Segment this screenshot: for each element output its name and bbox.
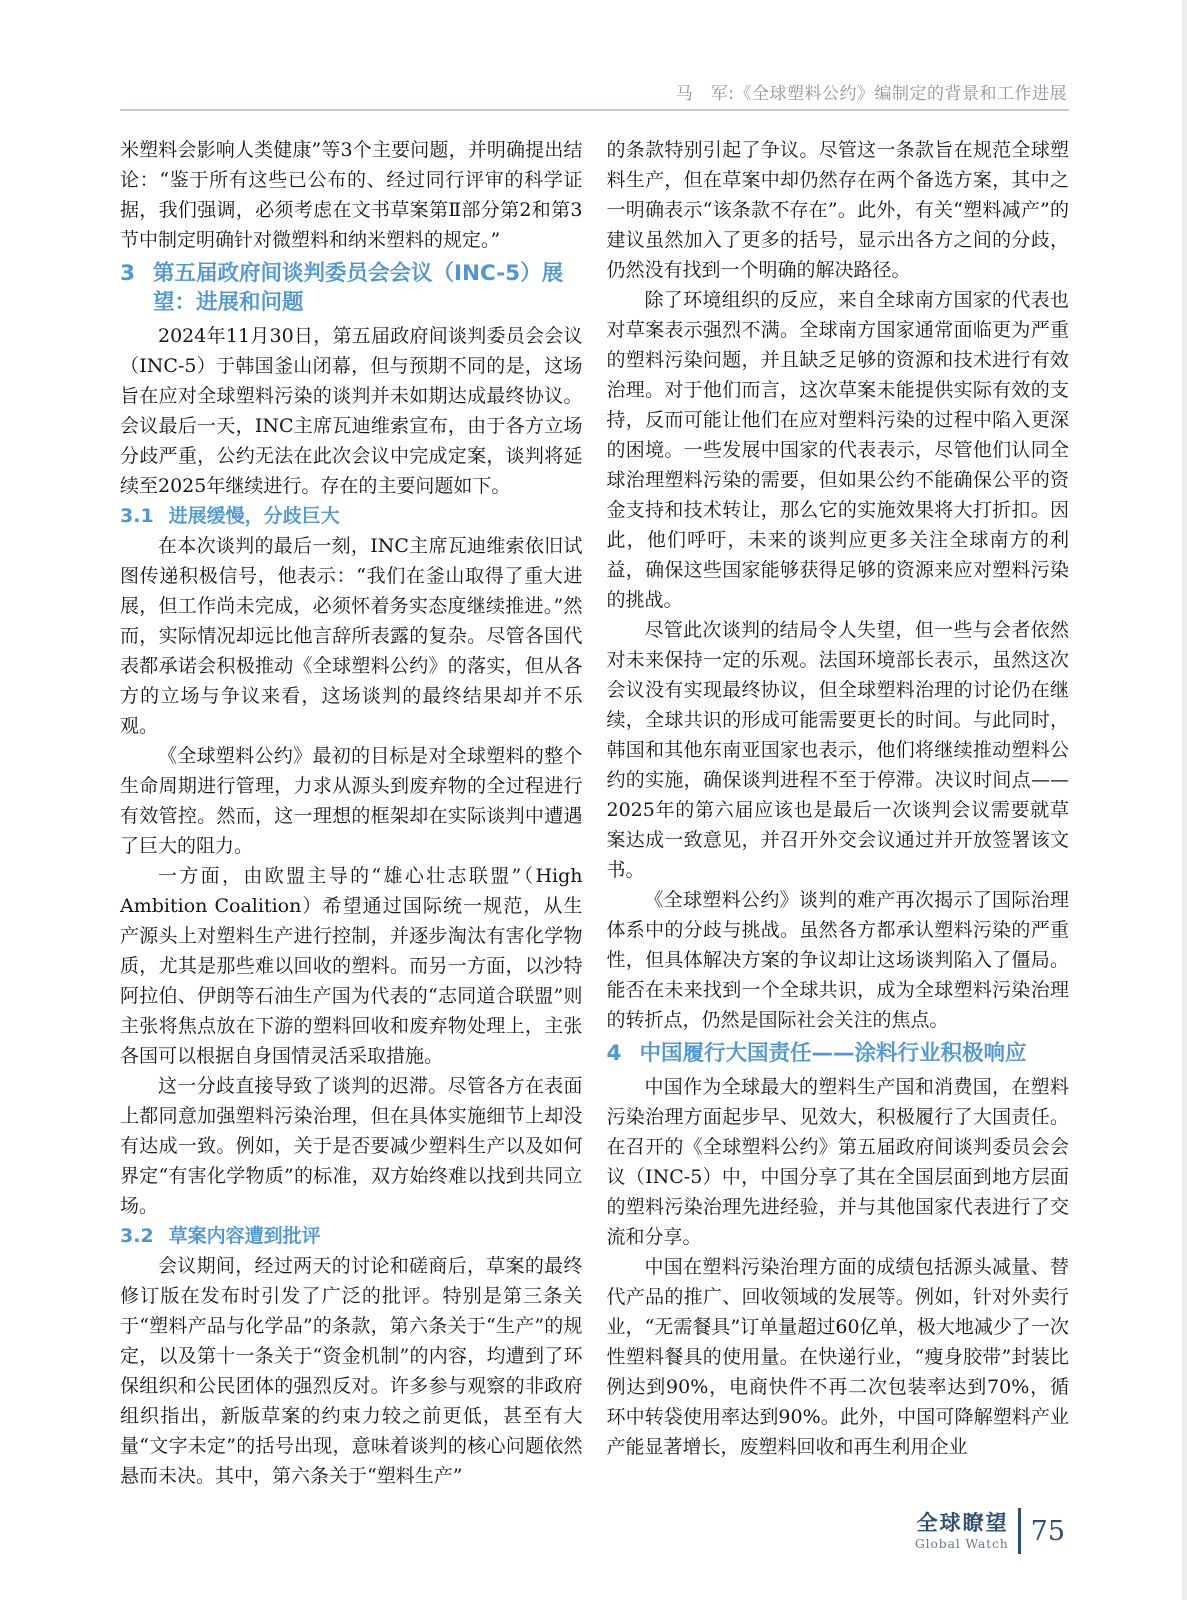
- section-number: 4: [606, 1041, 622, 1066]
- paragraph-right-2: 除了环境组织的反应，来自全球南方国家的代表也对草案表示强烈不满。全球南方国家通常面临更为严重的塑料污染问题，并且缺乏足够的资源和技术进行有效治理。对于他们而言，这次草案未能提供实际有效的支持，反而可能让他们在应对塑料污染的过程中陷入更深的困境。一些发展中国家的代表表示，尽管他们认同全球治理塑料污染的需要，但如果公约不能确保公平的资金支持和技术转让，那么它的实施效果将大打折扣。因此，他们呼吁，未来的谈判应更多关注全球南方的利益，确保这些国家能够获得足够的资源来应对塑料污染的挑战。: [606, 289, 1069, 611]
- right-column: [607, 135, 1070, 1491]
- journal-name-en: Global Watch: [914, 1536, 1009, 1551]
- paragraph-right-6: 中国在塑料污染治理方面的成绩包括源头减量、替代产品的推广、回收领域的发展等。例如，针对外卖行业，“无需餐具”订单量超过60亿单，极大地减少了一次性塑料餐具的使用量。在快递行业，“瘦身胶带”封装比例达到90%，电商快件不再二次包装率达到70%，循环中转袋使用率达到90%。此外，中国可降解塑料产业产能显著增长，废塑料回收和再生利用企业: [606, 1256, 1069, 1458]
- subsection-title: 草案内容遭到批评: [168, 1225, 321, 1247]
- paragraph-left-3: 在本次谈判的最后一刻，INC主席瓦迪维索依旧试图传递积极信号，他表示：“我们在釜山取得了重大进展，但工作尚未完成，必须怀着务实态度继续推进。”然而，实际情况却远比他言辞所表露的复杂。尽管各国代表都承诺会积极推动《全球塑料公约》的落实，但从各方的立场与争议来看，这场谈判的最终结果却并不乐观。: [120, 535, 583, 737]
- journal-name-cn: 全球瞭望: [916, 1511, 1009, 1535]
- subsection-title: 进展缓慢，分歧巨大: [168, 505, 340, 527]
- subsection-number: 3.1: [120, 505, 154, 527]
- section-title: 第五届政府间谈判委员会会议（INC-5）展望：进展和问题: [152, 261, 564, 315]
- paragraph-left-1: 米塑料会影响人类健康”等3个主要问题，并明确提出结论：“鉴于所有这些已公布的、经过同行评审的科学证据，我们强调，必须考虑在文书草案第Ⅱ部分第2和第3节中制定明确针对微塑料和纳米塑料的规定。”: [120, 139, 583, 251]
- page-scan-edge: [1182, 0, 1187, 1600]
- paragraph-left-4: 《全球塑料公约》最初的目标是对全球塑料的整个生命周期进行管理，力求从源头到废弃物的全过程进行有效管控。然而，这一理想的框架却在实际谈判中遭遇了巨大的阻力。: [120, 745, 583, 857]
- article-body: [120, 135, 1069, 1491]
- section-heading-4: [607, 1039, 1070, 1068]
- section-number: 3: [120, 261, 135, 286]
- paragraph-right-1: 的条款特别引起了争议。尽管这一条款旨在规范全球塑料生产，但在草案中却仍然存在两个备选方案，其中之一明确表示“该条款不存在”。此外，有关“塑料减产”的建议虽然加入了更多的括号，显示出各方之间的分歧，仍然没有找到一个明确的解决路径。: [606, 139, 1069, 281]
- paragraph-left-2: 2024年11月30日，第五届政府间谈判委员会会议（INC-5）于韩国釜山闭幕，但与预期不同的是，这场旨在应对全球塑料污染的谈判并未如期达成最终协议。会议最后一天，INC主席瓦迪维索宣布，由于各方立场分歧严重，公约无法在此次会议中完成定案，谈判将延续至2025年继续进行。存在的主要问题如下。: [120, 325, 583, 497]
- paragraph-left-5: 一方面，由欧盟主导的“雄心壮志联盟”（High Ambition Coalition）希望通过国际统一规范，从生产源头上对塑料生产进行控制，并逐步淘汰有害化学物质，尤其是那些难以回收的塑料。而另一方面，以沙特阿拉伯、伊朗等石油生产国为代表的“志同道合联盟”则主张将焦点放在下游的塑料回收和废弃物处理上，主张各国可以根据自身国情灵活采取措施。: [120, 865, 583, 1067]
- paragraph-right-5: 中国作为全球最大的塑料生产国和消费国，在塑料污染治理方面起步早、见效大，积极履行了大国责任。在召开的《全球塑料公约》第五届政府间谈判委员会会议（INC-5）中，中国分享了其在全国层面到地方层面的塑料污染治理先进经验，并与其他国家代表进行了交流和分享。: [606, 1076, 1069, 1248]
- subsection-heading-3-1: [120, 502, 583, 530]
- running-header: 马 军:《全球塑料公约》编制定的背景和工作进展: [675, 84, 1067, 104]
- page-footer: [915, 1508, 1065, 1554]
- paragraph-right-4: 《全球塑料公约》谈判的难产再次揭示了国际治理体系中的分歧与挑战。虽然各方都承认塑料污染的严重性，但具体解决方案的争议却让这场谈判陷入了僵局。能否在未来找到一个全球共识，成为全球塑料污染治理的转折点，仍然是国际社会关注的焦点。: [606, 889, 1069, 1031]
- subsection-number: 3.2: [120, 1225, 154, 1247]
- paragraph-left-6: 这一分歧直接导致了谈判的迟滞。尽管各方在表面上都同意加强塑料污染治理，但在具体实施细节上却没有达成一致。例如，关于是否要减少塑料生产以及如何界定“有害化学物质”的标准，双方始终难以找到共同立场。: [120, 1075, 583, 1217]
- header-rule: [120, 109, 1069, 111]
- footer-divider: [1018, 1508, 1021, 1554]
- section-title: 中国履行大国责任——涂料行业积极响应: [639, 1041, 1027, 1066]
- journal-name-block: [915, 1511, 1009, 1551]
- paragraph-left-7: 会议期间，经过两天的讨论和磋商后，草案的最终修订版在发布时引发了广泛的批评。特别是第三条关于“塑料产品与化学品”的条款，第六条关于“生产”的规定，以及第十一条关于“资金机制”的内容，均遭到了环保组织和公民团体的强烈反对。许多参与观察的非政府组织指出，新版草案的约束力较之前更低，甚至有大量“文字未定”的括号出现，意味着谈判的核心问题依然悬而未决。其中，第六条关于“塑料生产”: [120, 1255, 583, 1487]
- paragraph-right-3: 尽管此次谈判的结局令人失望，但一些与会者依然对未来保持一定的乐观。法国环境部长表示，虽然这次会议没有实现最终协议，但全球塑料治理的讨论仍在继续，全球共识的形成可能需要更长的时间。与此同时，韩国和其他东南亚国家也表示，他们将继续推动塑料公约的实施，确保谈判进程不至于停滞。决议时间点——2025年的第六届应该也是最后一次谈判会议需要就草案达成一致意见，并召开外交会议通过并开放签署该文书。: [606, 619, 1069, 881]
- page-number: 75: [1030, 1515, 1065, 1547]
- left-column: [120, 135, 583, 1491]
- subsection-heading-3-2: [120, 1222, 583, 1250]
- section-heading-3: [120, 259, 583, 317]
